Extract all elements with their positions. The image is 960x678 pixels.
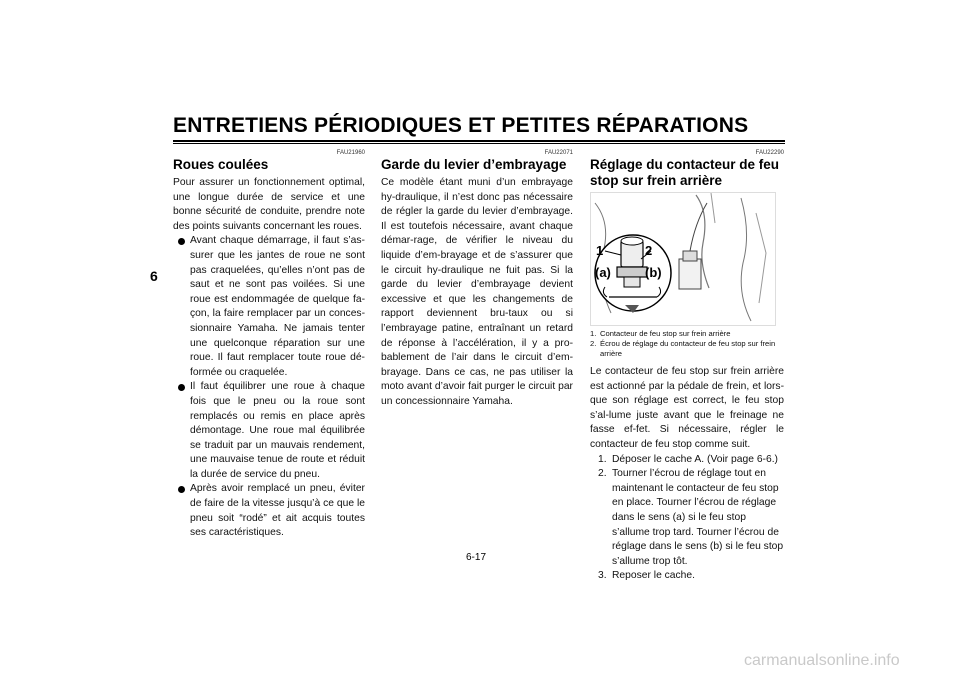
section-body: Ce modèle étant muni d’un embrayage hy-draulique, il n’est donc pas nécessaire de régler la garde du levier d’embrayage. Il est toutefois nécessaire, avant chaque démar-rage, de vérifier le niveau du liquide d’em-brayage et de s’assurer que le circuit hy-draulique ne fuit pas. Si la garde du levier d’embrayage devient excessive et que les changements de rapport deviennent bru-taux ou si l’embrayage patine, entraînant un retard de réponse à l’accélération, il y a pro-bablement de l’air dans le circuit d’em-brayage. Dans ce cas, ne pas utiliser la moto avant d’avoir fait purger le circuit par un concessionnaire Yamaha.: [381, 177, 573, 407]
bullet-icon: [178, 384, 185, 391]
step-item: [590, 467, 784, 569]
watermark: carmanualsonline.info: [744, 652, 900, 669]
bullet-item: [173, 482, 365, 540]
figure-label-2: 2: [645, 243, 653, 258]
bullet-item: [173, 234, 365, 380]
page-title: ENTRETIENS PÉRIODIQUES ET PETITES RÉPARATIONS: [173, 114, 749, 137]
bullet-icon: [178, 238, 185, 245]
column-reglage-contacteur: [590, 150, 784, 584]
step-text: Tourner l’écrou de réglage tout en maintenant le contacteur de feu stop en place. Tourner l’écrou de réglage dans le sens (a) si le feu stop s’allume trop tard. Tourner l’écrou de réglage dans le sens (b) si le feu stop s’allume trop tôt.: [612, 468, 784, 567]
brake-switch-illustration: [591, 193, 775, 325]
caption-item: [590, 339, 784, 359]
section-intro: Pour assurer un fonctionnement optimal, une longue durée de service et une bonne sécurité de conduite, prendre note des points suivants concernant les roues.: [173, 177, 365, 232]
title-rule: [173, 140, 785, 142]
step-number: 3.: [598, 570, 607, 582]
bullet-list: [173, 234, 365, 540]
bullet-text: Il faut équilibrer une roue à chaque fois que le pneu ou la roue sont remplacés ou remis en place après démontage. Une roue mal équilibrée se traduit par un mauvais rendement, une mauvaise tenue de route et réduit la durée de service du pneu.: [190, 381, 365, 480]
caption-number: 2.: [590, 339, 597, 348]
section-heading: Garde du levier d’embrayage: [381, 157, 567, 172]
bullet-text: Avant chaque démarrage, il faut s’as-surer que les jantes de roue ne sont pas craquelées, qu’elles n’ont pas de saut et ne sont pas voilées. Si une roue est endommagée de quelque fa-çon, la faire remplacer par un conces-sionnaire Yamaha. Ne jamais tenter une quelconque réparation sur une roue. Il faut remplacer toute roue dé-formée ou craquelée.: [190, 235, 365, 378]
chapter-number: 6: [150, 268, 158, 284]
column-garde-levier: [381, 150, 573, 410]
step-number: 2.: [598, 468, 607, 480]
step-item: [590, 569, 784, 584]
bullet-item: [173, 380, 365, 482]
figure-label-a: (a): [595, 265, 611, 280]
bullet-text: Après avoir remplacé un pneu, éviter de faire de la vitesse jusqu’à ce que le pneu soit “rodé” et ait acquis toutes ses caractéristiques.: [190, 483, 365, 539]
caption-item: [590, 329, 784, 339]
step-number: 1.: [598, 453, 607, 465]
figure-label-b: (b): [645, 265, 662, 280]
title-rule-thin: [173, 143, 785, 144]
section-code: FAU21960: [336, 150, 365, 156]
caption-text: Contacteur de feu stop sur frein arrière: [600, 329, 731, 338]
steps-list: [590, 453, 784, 584]
step-item: [590, 453, 784, 468]
section-heading: Roues coulées: [173, 157, 269, 172]
page-number: 6-17: [466, 552, 487, 563]
step-text: Reposer le cache.: [612, 570, 695, 582]
section-code: FAU22290: [755, 150, 784, 156]
brake-switch-figure: [590, 192, 776, 326]
figure-captions: [590, 329, 784, 359]
step-text: Déposer le cache A. (Voir page 6-6.): [612, 453, 778, 465]
column-roues-coulees: [173, 150, 365, 541]
section-heading: Réglage du contacteur de feu stop sur frein arrière: [590, 157, 780, 188]
bullet-icon: [178, 486, 185, 493]
section-body: Le contacteur de feu stop sur frein arrière est actionné par la pédale de frein, et lors-que son réglage est correct, le feu stop s’al-lume juste avant que le freinage ne fasse ef-fet. Si nécessaire, régler le contacteur de feu stop comme suit.: [590, 366, 784, 450]
caption-number: 1.: [590, 329, 597, 338]
caption-text: Écrou de réglage du contacteur de feu stop sur frein arrière: [600, 339, 776, 358]
section-code: FAU22071: [544, 150, 573, 156]
figure-label-1: 1: [596, 243, 604, 258]
